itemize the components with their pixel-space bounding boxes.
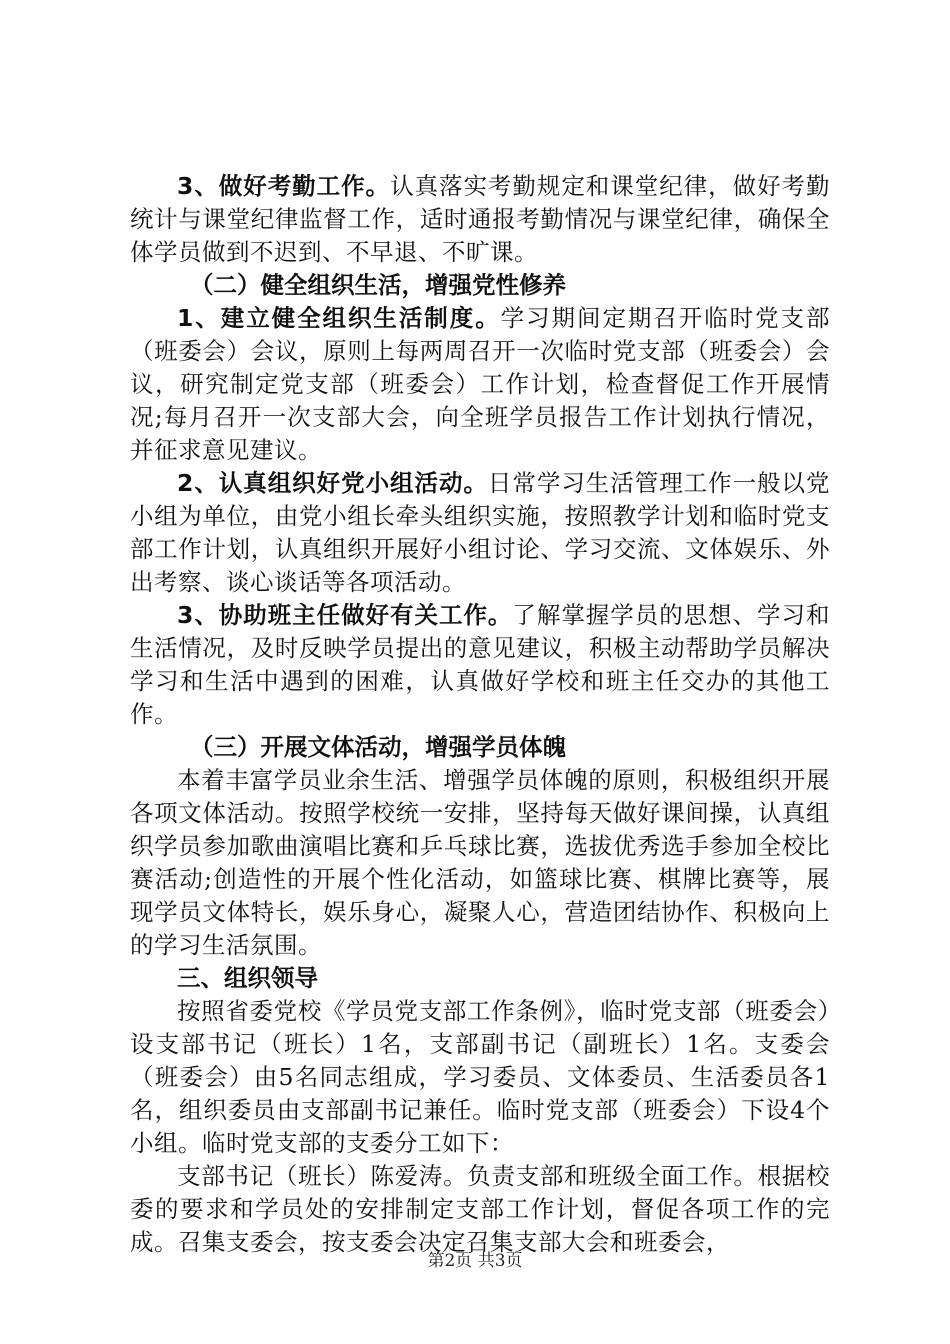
paragraph-text: 了解掌握学员的思想、学习和生活情况，及时反映学员提出的意见建议，积极主动帮助学员解决学习和生活中遇到的困难，认真做好学校和班主任交办的其他工作。 <box>130 601 830 728</box>
paragraph-assist-teacher <box>130 599 830 731</box>
paragraph-branch-structure <box>130 995 830 1160</box>
subheading-sports-activities: （三）开展文体活动，增强学员体魄 <box>190 733 566 761</box>
paragraph-organization-system <box>130 302 830 467</box>
document-body <box>130 170 830 1259</box>
paragraph-text: 按照省委党校《学员党支部工作条例》，临时党支部（班委会）设支部书记（班长）1名，支部副书记（副班长）1名。支委会（班委会）由5名同志组成，学习委员、文体委员、生活委员各1名，组织委员由支部副书记兼任。临时党支部（班委会）下设4个小组。临时党支部的支委分工如下： <box>130 997 830 1157</box>
paragraph-party-group <box>130 467 830 599</box>
page-number-footer: 第2页 共3页 <box>427 1251 523 1271</box>
subheading-organization-life: （二）健全组织生活，增强党性修养 <box>190 271 566 299</box>
paragraph-text: 支部书记（班长）陈爱涛。负责支部和班级全面工作。根据校委的要求和学员处的安排制定支部工作计划，督促各项工作的完成。召集支委会，按支委会决定召集支部大会和班委会， <box>130 1162 830 1256</box>
paragraph-lead: 1、建立健全组织生活制度。 <box>177 304 501 332</box>
paragraph-lead: 3、做好考勤工作。 <box>177 172 391 200</box>
paragraph-text: 本着丰富学员业余生活、增强学员体魄的原则，积极组织开展各项文体活动。按照学校统一安排，坚持每天做好课间操，认真组织学员参加歌曲演唱比赛和乒乓球比赛，选拔优秀选手参加全校比赛活动;创造性的开展个性化活动，如篮球比赛、棋牌比赛等，展现学员文体特长，娱乐身心，凝聚人心，营造团结协作、积极向上的学习生活氛围。 <box>130 766 830 959</box>
paragraph-text: 认真落实考勤规定和课堂纪律，做好考勤统计与课堂纪律监督工作，适时通报考勤情况与课堂纪律，确保全体学员做到不迟到、不早退、不旷课。 <box>130 172 831 266</box>
paragraph-lead: 2、认真组织好党小组活动。 <box>177 469 488 497</box>
paragraph-secretary-duties <box>130 1160 830 1259</box>
paragraph-text: 学习期间定期召开临时党支部（班委会）会议，原则上每两周召开一次临时党支部（班委会）会议，研究制定党支部（班委会）工作计划，检查督促工作开展情况;每月召开一次支部大会，向全班学员报告工作计划执行情况，并征求意见建议。 <box>130 304 831 464</box>
paragraph-attendance <box>130 170 830 269</box>
paragraph-sports <box>130 764 830 962</box>
paragraph-text: 日常学习生活管理工作一般以党小组为单位，由党小组长牵头组织实施，按照教学计划和临时党支部工作计划，认真组织开展好小组讨论、学习交流、文体娱乐、外出考察、谈心谈话等各项活动。 <box>130 469 830 596</box>
paragraph-lead: 3、协助班主任做好有关工作。 <box>177 601 513 629</box>
section-heading-leadership: 三、组织领导 <box>177 964 318 992</box>
